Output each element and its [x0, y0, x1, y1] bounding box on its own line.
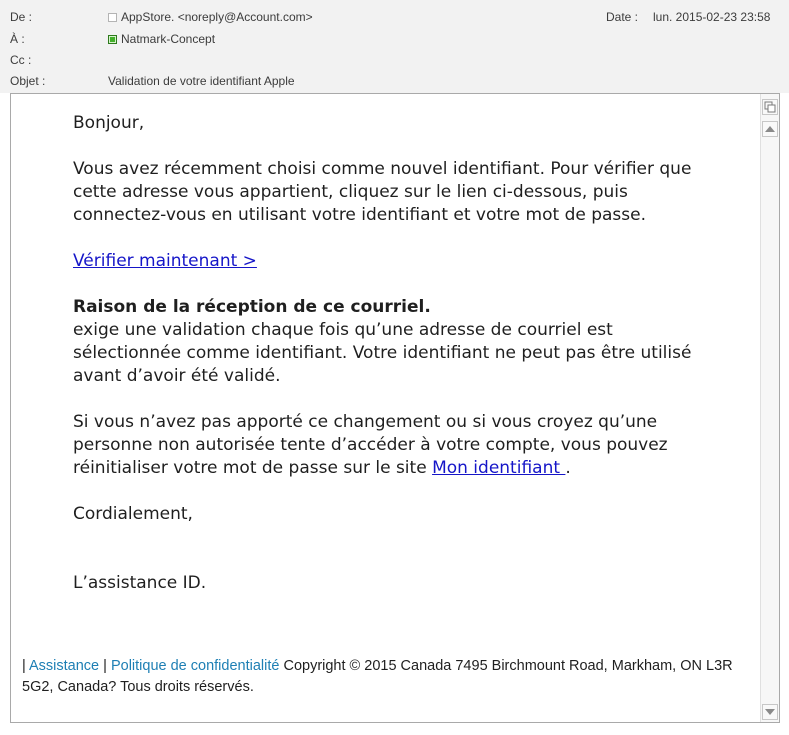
to-label: À : [10, 32, 25, 46]
closing: Cordialement, [73, 504, 193, 524]
view-toggle-icon[interactable] [762, 99, 778, 115]
copyright-text: Copyright © 2015 Canada 7495 Birchmount Road, Markham, ON L3R 5G2, Canada? Tous droits réservés. [22, 658, 733, 695]
footer-separator: | [22, 658, 29, 674]
subject-value: Validation de votre identifiant Apple [108, 74, 295, 88]
message-content [73, 112, 713, 595]
reason-text: exige une validation chaque fois qu’une adresse de courriel est sélectionnée comme identifiant. Votre identifiant ne peut pas être utilisé avant d’avoir été validé. [73, 320, 692, 386]
scroll-down-arrow-icon[interactable] [762, 704, 778, 720]
security-paragraph [73, 411, 713, 480]
vertical-scrollbar[interactable] [760, 94, 779, 722]
security-text-end: . [565, 458, 571, 478]
to-row [0, 29, 789, 49]
green-contact-icon [108, 35, 117, 44]
assistance-link[interactable]: Assistance [29, 658, 100, 674]
from-label: De : [10, 10, 33, 24]
verify-now-link[interactable]: Vérifier maintenant > [73, 251, 257, 271]
to-recipient[interactable]: Natmark-Concept [121, 32, 216, 46]
privacy-policy-link[interactable]: Politique de confidentialité [110, 658, 280, 674]
cc-row [0, 50, 789, 70]
scroll-up-arrow-icon[interactable] [762, 121, 778, 137]
greeting: Bonjour, [73, 113, 145, 133]
from-value[interactable] [108, 7, 313, 27]
email-header [0, 0, 789, 93]
intro-paragraph: Vous avez récemment choisi comme nouvel identifiant. Pour vérifier que cette adresse vous appartient, cliquez sur le lien ci-dessous, puis connectez-vous en utilisant votre identifiant et votre mot de passe. [73, 159, 692, 225]
my-id-link[interactable]: Mon identifiant [432, 458, 566, 478]
from-address[interactable]: AppStore. <noreply@Account.com> [121, 10, 313, 24]
verify-link-line [73, 250, 713, 273]
message-body-pane [10, 93, 780, 723]
footer-separator: | [99, 658, 111, 674]
to-value[interactable] [108, 29, 215, 49]
from-row [0, 7, 789, 27]
email-footer [22, 656, 762, 698]
cc-label: Cc : [10, 53, 32, 67]
security-text: Si vous n’avez pas apporté ce changement ou si vous croyez qu’une personne non autorisée tente d’accéder à votre compte, vous pouvez réinitialiser votre mot de passe sur le site [73, 412, 668, 478]
reason-heading: Raison de la réception de ce courriel. [73, 297, 431, 317]
subject-label: Objet : [10, 74, 46, 88]
date-value: lun. 2015-02-23 23:58 [653, 10, 771, 24]
subject-row [0, 71, 789, 91]
date-label: Date : [606, 10, 639, 24]
unchecked-box-icon [108, 13, 117, 22]
signature: L’assistance ID. [73, 573, 207, 593]
